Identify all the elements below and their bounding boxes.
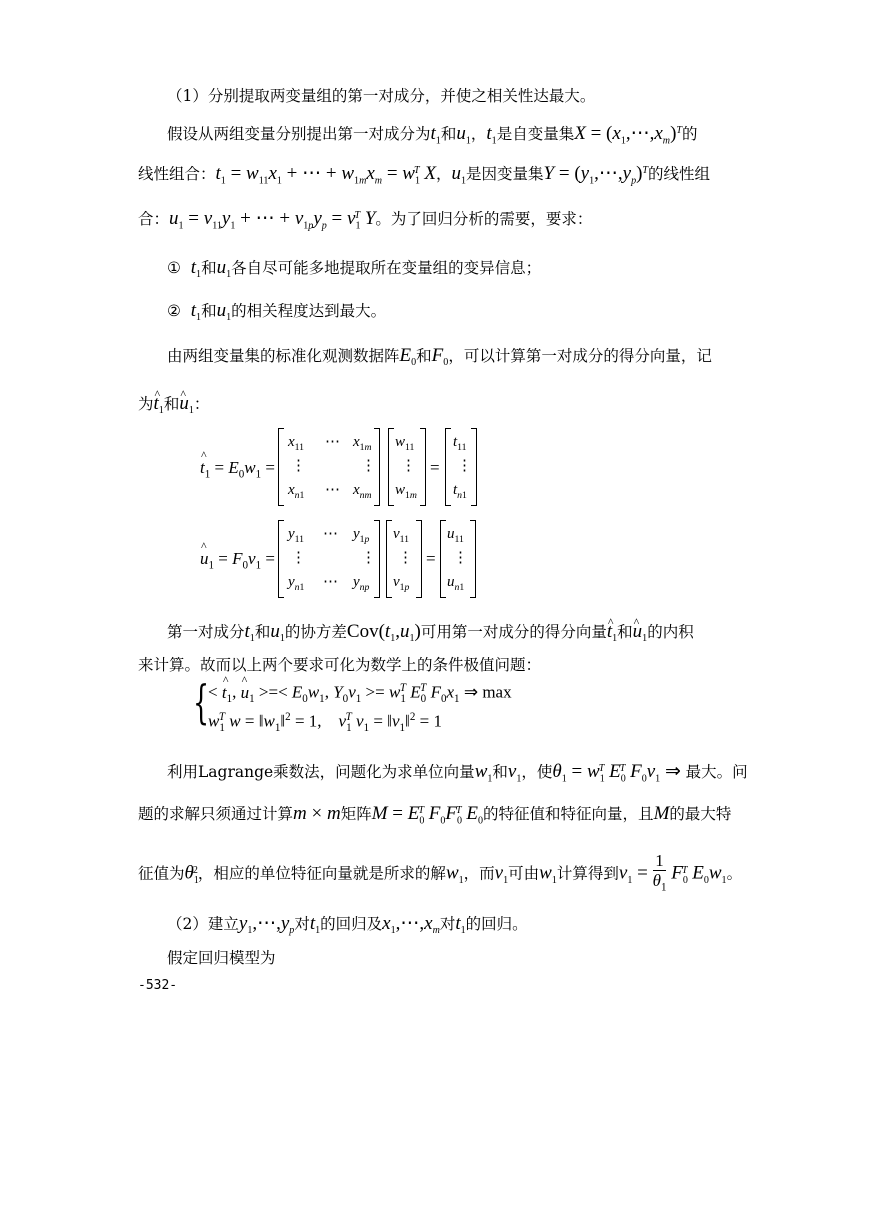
vector-u: $u_{11}$ ⋮ $u_{n1}$ [440, 520, 476, 598]
paragraph-line: 征值为$\theta_1^2$，相应的单位特征向量就是所求的解$w_1$，而$v_1$可由$w_1$计算得到$v_1$ = $\frac{1}{\theta_1}$ $F_0^T$ $E_0w_1$。 [138, 851, 743, 894]
paragraph-line: 题的求解只须通过计算m × m矩阵$M = E_0^T$ $F_0F_0^T$ $E_0$的特征值和特征向量，且M的最大特 [138, 803, 732, 827]
matrix-y: $y_{11}$ ⋯ $y_{1p}$ ⋮ ⋮ $y_{n1}$ ⋯ $y_{np}$ [278, 520, 380, 598]
paragraph-line: 线性组合：$t_1 = w_{11}x_1$ + ⋯ + $w_{1m}x_m = w_1^T$ X，$u_1$是因变量集$Y = (y_1,\cdots,y_p)^T$的线性组 [138, 163, 711, 187]
page-number: -532- [138, 978, 178, 993]
requirement-item-1: ① $t_1$和$u_1$各自尽可能多地提取所在变量组的变异信息； [167, 257, 542, 281]
vector-w1: $w_{11}$ ⋮ $w_{1m}$ [388, 428, 426, 506]
paragraph-line: 假设从两组变量分别提出第一对成分为$t_1$和$u_1$，$t_1$是自变量集$X = (x_1,\cdots,x_m)^T$的 [167, 123, 698, 147]
vector-v1: $v_{11}$ ⋮ $v_{1p}$ [386, 520, 422, 598]
paragraph-line: 来计算。故而以上两个要求可化为数学上的条件极值问题： [138, 656, 542, 674]
section-1-heading: （1）分别提取两变量组的第一对成分，并使之相关性达最大。 [167, 87, 596, 105]
section-2-heading: （2）建立$y_1,\cdots,y_p$对$t_1$的回归及$x_1,\cdots,x_m$对$t_1$的回归。 [167, 913, 528, 937]
requirement-item-2: ② $t_1$和$u_1$的相关程度达到最大。 [167, 300, 387, 324]
matrix-x: $x_{11}$ ⋯ $x_{1m}$ ⋮ ⋮ $x_{n1}$ ⋯ $x_{nm}$ [278, 428, 380, 506]
paragraph-line: 由两组变量集的标准化观测数据阵$E_0$和$F_0$，可以计算第一对成分的得分向量，记 [167, 345, 712, 369]
left-brace: { [193, 675, 210, 729]
paragraph-line: 合：$u_1 = v_{11}y_1$ + ⋯ + $v_{1p}y_p = v_1^T$ Y。为了回归分析的需要，要求： [138, 208, 593, 232]
vector-t: $t_{11}$ ⋮ $t_{n1}$ [445, 428, 477, 506]
paragraph-line: 为^ $t_1$和^ $u_1$： [138, 394, 209, 421]
paragraph-line: 假定回归模型为 [167, 949, 276, 967]
paragraph-line: 第一对成分$t_1$和$u_1$的协方差$Cov(t_1,u_1)$可用第一对成分的得分向量^ $t_1$和^ $u_1$的内积 [167, 622, 694, 649]
paragraph-line: 利用Lagrange乘数法，问题化为求单位向量$w_1$和$v_1$，使$\theta_1 = w_1^T$ $E_0^T$ $F_0v_1$ ⇒ 最大。问 [167, 761, 748, 785]
document-page: （1）分别提取两变量组的第一对成分，并使之相关性达最大。 假设从两组变量分别提出第一对成分为$t_1$和$u_1$，$t_1$是自变量集$X = (x_1,\cdots,x_m)^T$的 线性组合：$t_1 = w_{11}x_1$ + ⋯ + $w_{1m}x_m = w_1^T$ X，$u_1$是因变量集$Y = (y_1,\cdots,y_p)^T$的线性组 合：$u_1 = v_{11}y_1$ + ⋯ + $v_{1p}y_p = v_1^T$ Y。为了回归分析的需要，要求： ① $t_1$和$u_1$各自尽可能多地提取所在变量组的变异信息； ② $t_1$和$u_1$的相关程度达到最大。 由两组变量集的标准化观测数据阵$E_0$和$F_0$，可以计算第一对成分的得分向量，记 为^ $t_1$和^ $u_1$： ^ $t_1 = E_0w_1$ = $x_{11}$ ⋯ $x_{1m}$ ⋮ ⋮ $x_{n1}$ ⋯ $x_{nm}$ $w_{11}$ ⋮ $w_{1m}$ = $t_{11}$ ⋮ $t_{n1}$ ^ $u_1 = F_0v_1$ = $y_{11}$ ⋯ $y_{1p}$ ⋮ ⋮ $y_{n1}$ ⋯ $y_{np}$ $v_{11}$ ⋮ $v_{1p}$ = $u_{11}$ ⋮ $u_{n1}$ 第一对成分$t_1$和$u_1$的协方差$Cov(t_1,u_1)$可用第一对成分的得分向量^ $t_1$和^ $u_1$的内积 来计算。故而以上两个要求可化为数学上的条件极值问题： { < ^ $t_1$, ^ $u_1$ >=< $E_0w_1$, $Y_0v_1 >= w_1^T$ $E_0^T$ $F_0x_1$ ⇒ max $w_1^T$ $w = ‖w_1‖^2 = 1$, $v_1^T$ $v_1$ = $‖v_1‖^2 = 1$ 利用Lagrange乘数法，问题化为求单位向量$w_1$和$v_1$，使$\theta_1 = w_1^T$ $E_0^T$ $F_0v_1$ ⇒ 最大。问 题的求解只须通过计算m × m矩阵$M = E_0^T$ $F_0F_0^T$ $E_0$的特征值和特征向量，且M的最大特 征值为$\theta_1^2$，相应的单位特征向量就是所求的解$w_1$，而$v_1$可由$w_1$计算得到$v_1$ = $\frac{1}{\theta_1}$ $F_0^T$ $E_0w_1$。 （2）建立$y_1,\cdots,y_p$对$t_1$的回归及$x_1,\cdots,x_m$对$t_1$的回归。 假定回归模型为 -532- [0, 0, 869, 1228]
